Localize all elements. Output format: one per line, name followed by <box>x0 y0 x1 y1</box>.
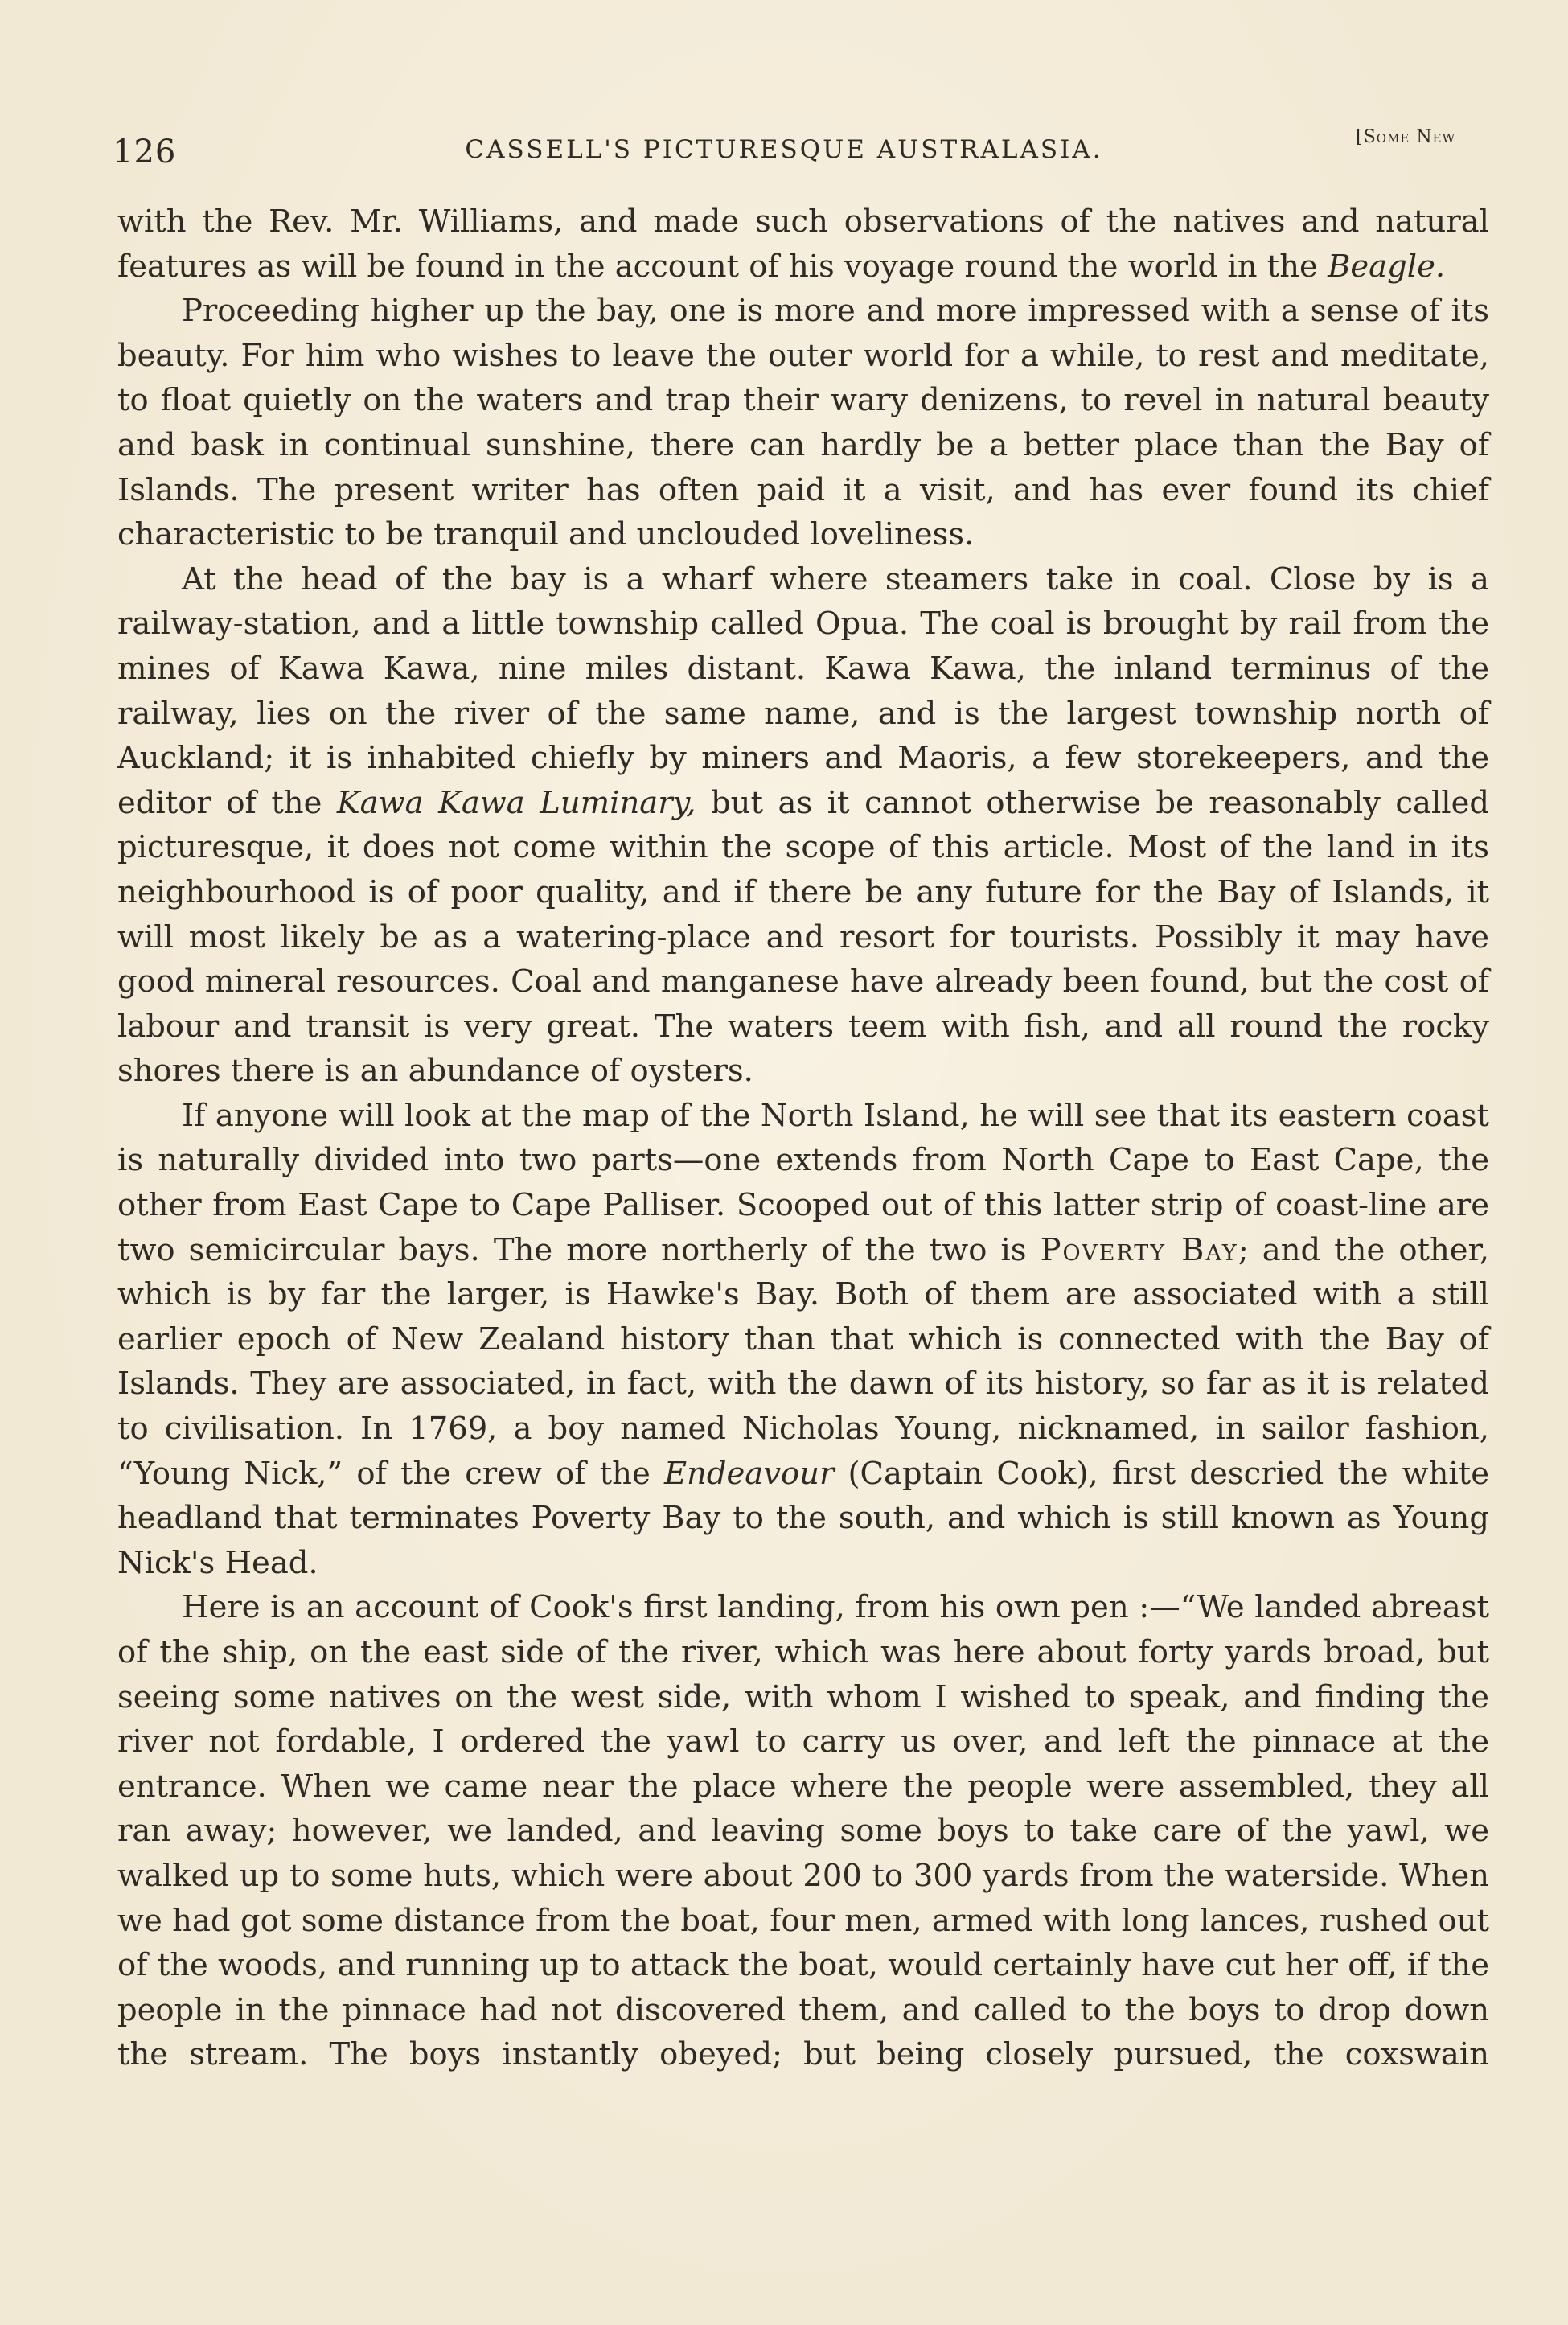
paragraph-2: Proceeding higher up the bay, one is more and more impressed with a sense of its beauty. For him who wishes to leave the outer world for a while, to rest and meditate, to float quietly on the waters and trap their wary denizens, to revel in natural beauty and bask in continual sunshine, there can hardly be a better place than the Bay of Islands. The present writer has often paid it a visit, and has ever found its chief characteristic to be tranquil and unclouded loveliness. <box>117 293 1489 553</box>
paragraph-3-before: At the head of the bay is a wharf where steamers take in coal. Close by is a railway-station, and a little township called Opua. The coal is brought by rail from the mines of Kawa Kawa, nine miles distant. Kawa Kawa, the inland terminus of the railway, lies on the river of the same name, and is the largest township north of Auckland; it is inhabited chiefly by miners and Maoris, a few storekeepers, and the editor of the <box>117 561 1489 821</box>
paragraph-5: Here is an account of Cook's first landing, from his own pen :—“We landed abreast of the ship, on the east side of the river, which was here about forty yards broad, but seeing some natives on the west side, with whom I wished to speak, and finding the river not fordable, I ordered the yawl to carry us over, and left the pinnace at the entrance. When we came near the place where the people were assembled, they all ran away; however, we landed, and leaving some boys to take care of the yawl, we walked up to some huts, which were about 200 to 300 yards from the waterside. When we had got some distance from the boat, four men, armed with long lances, rushed out of the woods, and running up to attack the boat, would certainly have cut her off, if the people in the pinnace had not discovered them, and called to the boys to drop down the stream. The boys instantly obeyed; but being closely pursued, the coxswain <box>117 1589 1489 2073</box>
section-tag: [Some New <box>1356 127 1455 147</box>
newspaper-name: Kawa Kawa Luminary, <box>336 784 696 821</box>
body-text <box>117 199 1489 2077</box>
page-header <box>113 127 1455 175</box>
paragraph-1 <box>117 199 1489 289</box>
paragraph-4 <box>117 1094 1489 1586</box>
paragraph-4-middle: ; and the other, which is by far the larger, is Hawke's Bay. Both of them are associated with a still earlier epoch of New Zealand history than that which is connected with the Bay of Islands. They are associated, in fact, with the dawn of its history, so far as it is related to civilisation. In 1769, a boy named Nicholas Young, nicknamed, in sailor fashion, “Young Nick,” of the crew of the <box>117 1231 1489 1492</box>
place-name-poverty-bay: Poverty Bay <box>1040 1231 1238 1268</box>
ship-name-endeavour: Endeavour <box>663 1455 835 1492</box>
paragraph-4-after: (Captain Cook), first descried the white headland that terminates Poverty Bay to the south, and which is still known as Young Nick's Head. <box>117 1455 1489 1581</box>
paragraph-3-after: but as it cannot otherwise be reasonably called picturesque, it does not come within the scope of this article. Most of the land in its neighbourhood is of poor quality, and if there be any future for the Bay of Islands, it will most likely be as a watering-place and resort for tourists. Possibly it may have good mineral resources. Coal and manganese have already been found, but the cost of labour and transit is very great. The waters teem with fish, and all round the rocky shores there is an abundance of oysters. <box>117 784 1489 1090</box>
ship-name-beagle: Beagle. <box>1328 248 1446 285</box>
paragraph-1-text: with the Rev. Mr. Williams, and made such observations of the natives and natural features as will be found in the account of his voyage round the world in the <box>117 203 1489 285</box>
paragraph-3 <box>117 557 1489 1094</box>
paragraph-4-before: If anyone will look at the map of the North Island, he will see that its eastern coast is naturally divided into two parts—one extends from North Cape to East Cape, the other from East Cape to Cape Palliser. Scooped out of this latter strip of coast-line are two semicircular bays. The more northerly of the two is <box>117 1097 1489 1268</box>
page-number: 126 <box>113 134 177 170</box>
running-title: CASSELL'S PICTURESQUE AUSTRALASIA. <box>465 135 1103 164</box>
